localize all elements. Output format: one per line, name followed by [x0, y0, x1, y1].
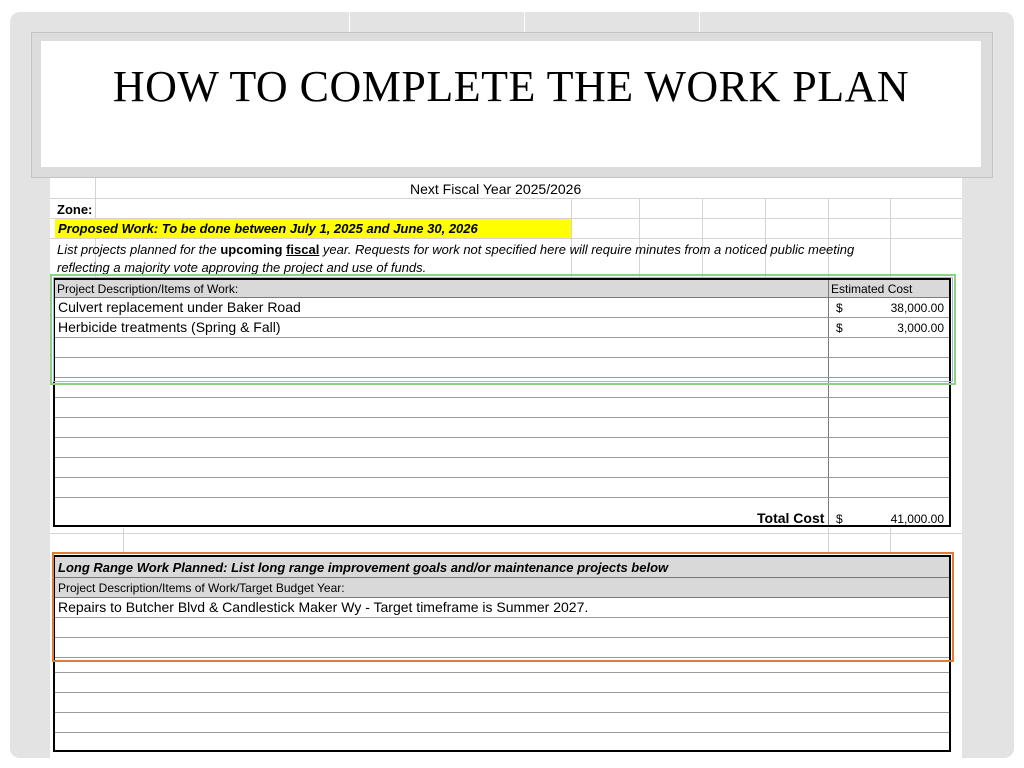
frame-divider — [349, 12, 350, 32]
highlight-box-orange — [52, 552, 954, 662]
column-header-cost: Estimated Cost — [831, 282, 913, 296]
row-divider — [55, 497, 949, 498]
frame-divider — [699, 12, 700, 32]
row-divider — [55, 712, 949, 713]
slide-margin-left — [10, 178, 50, 758]
table-row-amount: 38,000.00 — [890, 301, 944, 315]
long-range-row-description: Repairs to Butcher Blvd & Candlestick Maker Wy - Target timeframe is Summer 2027. — [58, 599, 589, 615]
total-cost-label: Total Cost — [757, 510, 825, 526]
total-cost-amount: 41,000.00 — [890, 512, 944, 526]
instructions-line-1: List projects planned for the upcoming fiscal year. Requests for work not specified here will require minutes from a noticed public meeting — [57, 242, 855, 257]
slide-margin-right — [962, 178, 1014, 758]
row-divider — [55, 732, 949, 733]
proposed-work-heading: Proposed Work: To be done between July 1, 2025 and June 30, 2026 — [58, 221, 478, 236]
row-divider — [55, 692, 949, 693]
zone-label: Zone: — [57, 202, 93, 217]
row-divider — [55, 477, 949, 478]
table-row-currency: $ — [836, 321, 843, 335]
fiscal-year-heading: Next Fiscal Year 2025/2026 — [410, 181, 582, 197]
table-row-amount: 3,000.00 — [897, 321, 944, 335]
row-divider — [55, 672, 949, 673]
row-divider — [55, 417, 949, 418]
row-divider — [55, 457, 949, 458]
highlight-box-green — [50, 274, 956, 385]
slide-title: HOW TO COMPLETE THE WORK PLAN — [112, 62, 910, 111]
column-header-description: Project Description/Items of Work: — [57, 282, 239, 296]
total-cost-currency: $ — [836, 512, 843, 526]
long-range-column-header: Project Description/Items of Work/Target Budget Year: — [58, 581, 345, 595]
row-divider — [55, 397, 949, 398]
long-range-title: Long Range Work Planned: List long range improvement goals and/or maintenance projects below — [58, 560, 669, 575]
table-row-currency: $ — [836, 301, 843, 315]
instructions-line-2: reflecting a majority vote approving the project and use of funds. — [57, 260, 427, 275]
row-divider — [55, 437, 949, 438]
table-row-description: Culvert replacement under Baker Road — [58, 299, 301, 315]
frame-divider — [524, 12, 525, 32]
table-row-description: Herbicide treatments (Spring & Fall) — [58, 319, 281, 335]
